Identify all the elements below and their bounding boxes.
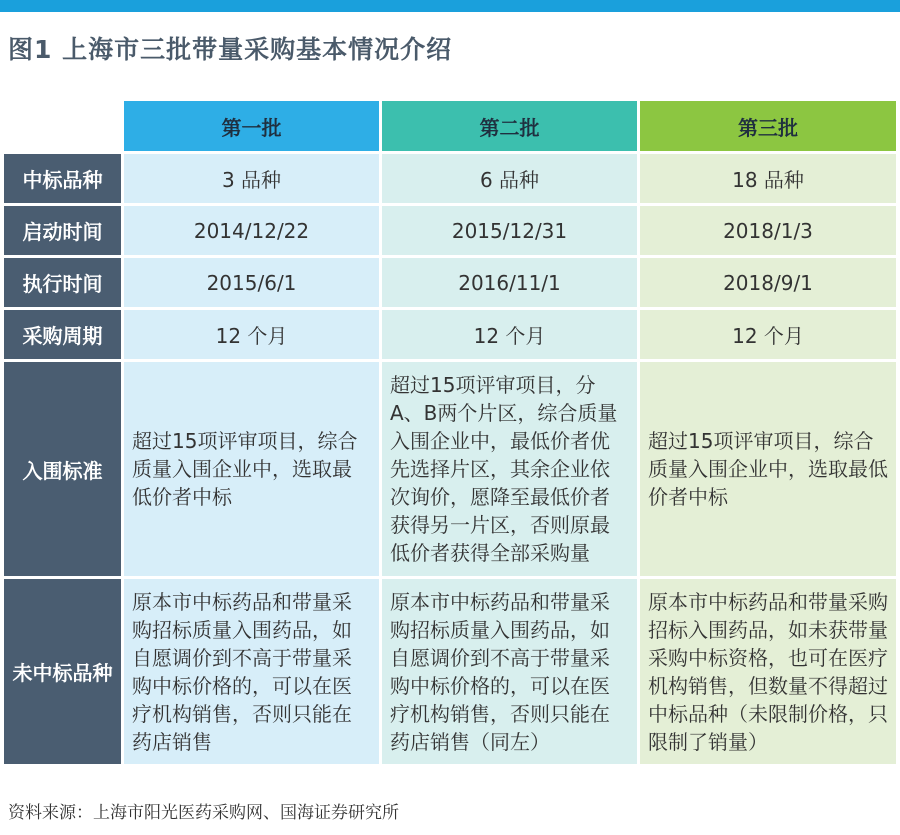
- table-header-row: [4, 101, 896, 151]
- start-time-batch3: 2018/1/3: [640, 206, 896, 255]
- non-winning-batch3: 原本市中标药品和带量采购招标入围药品，如未获带量采购中标资格，也可在医疗机构销售，但数量不得超过中标品种（未限制价格，只限制了销量）: [640, 579, 896, 764]
- execution-time-batch3: 2018/9/1: [640, 258, 896, 307]
- period-batch1: 12 个月: [124, 310, 379, 359]
- criteria-batch1: 超过15项评审项目，综合质量入围企业中，选取最低价者中标: [124, 362, 379, 576]
- row-label-execution-time: 执行时间: [4, 258, 121, 307]
- table-row-varieties: [4, 154, 896, 203]
- row-label-varieties: 中标品种: [4, 154, 121, 203]
- table-row-execution-time: [4, 258, 896, 307]
- header-blank-cell: [4, 101, 121, 151]
- non-winning-batch2: 原本市中标药品和带量采购招标质量入围药品，如自愿调价到不高于带量采购中标价格的，可以在医疗机构销售，否则只能在药店销售（同左）: [382, 579, 637, 764]
- table-row-non-winning: [4, 579, 896, 764]
- row-label-start-time: 启动时间: [4, 206, 121, 255]
- figure-title: 图1 上海市三批带量采购基本情况介绍: [8, 35, 453, 64]
- top-accent-bar: [0, 0, 900, 12]
- varieties-batch2: 6 品种: [382, 154, 637, 203]
- period-batch2: 12 个月: [382, 310, 637, 359]
- varieties-batch3: 18 品种: [640, 154, 896, 203]
- row-label-criteria: 入围标准: [4, 362, 121, 576]
- table-row-criteria: [4, 362, 896, 576]
- table-row-start-time: [4, 206, 896, 255]
- header-batch1: 第一批: [124, 101, 379, 151]
- criteria-batch3: 超过15项评审项目，综合质量入围企业中，选取最低价者中标: [640, 362, 896, 576]
- execution-time-batch1: 2015/6/1: [124, 258, 379, 307]
- start-time-batch2: 2015/12/31: [382, 206, 637, 255]
- period-batch3: 12 个月: [640, 310, 896, 359]
- header-batch3: 第三批: [640, 101, 896, 151]
- comparison-table: [4, 101, 896, 767]
- source-note: 资料来源：上海市阳光医药采购网、国海证券研究所: [8, 803, 399, 823]
- criteria-batch2: 超过15项评审项目，分A、B两个片区，综合质量入围企业中，最低价者优先选择片区，其余企业依次询价，愿降至最低价者获得另一片区，否则原最低价者获得全部采购量: [382, 362, 637, 576]
- row-label-non-winning: 未中标品种: [4, 579, 121, 764]
- header-batch2: 第二批: [382, 101, 637, 151]
- non-winning-batch1: 原本市中标药品和带量采购招标质量入围药品，如自愿调价到不高于带量采购中标价格的，可以在医疗机构销售，否则只能在药店销售: [124, 579, 379, 764]
- start-time-batch1: 2014/12/22: [124, 206, 379, 255]
- row-label-period: 采购周期: [4, 310, 121, 359]
- varieties-batch1: 3 品种: [124, 154, 379, 203]
- table-row-period: [4, 310, 896, 359]
- execution-time-batch2: 2016/11/1: [382, 258, 637, 307]
